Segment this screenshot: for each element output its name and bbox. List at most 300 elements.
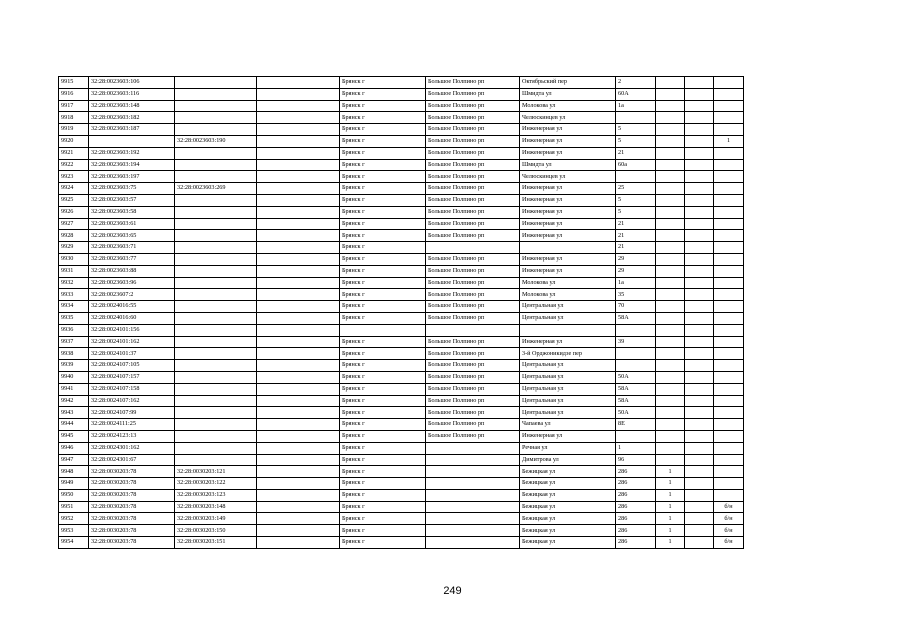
- cell-cadastral-number: 32:28:0024107:99: [89, 407, 175, 419]
- cell-empty-column: [257, 88, 340, 100]
- cell-room: [714, 466, 744, 478]
- cell-row-number: 9929: [59, 242, 89, 254]
- cell-row-number: 9947: [59, 454, 89, 466]
- cell-cadastral-sub-number: 32:28:0023603:190: [175, 135, 257, 147]
- cell-district: Большое Полпино рп: [426, 194, 520, 206]
- cell-cadastral-number: 32:28:0024107:162: [89, 395, 175, 407]
- cell-cadastral-sub-number: [175, 124, 257, 136]
- cell-apartment: [685, 277, 714, 289]
- cell-building: [656, 419, 685, 431]
- cell-empty-column: [257, 501, 340, 513]
- cell-empty-column: [257, 348, 340, 360]
- cell-apartment: [685, 112, 714, 124]
- table-row: [59, 194, 744, 206]
- cell-street: Челюскинцев ул: [520, 112, 616, 124]
- cell-house-number: 58А: [616, 383, 656, 395]
- cell-empty-column: [257, 419, 340, 431]
- cell-empty-column: [257, 407, 340, 419]
- cell-row-number: 9937: [59, 336, 89, 348]
- cell-city: Брянск г: [340, 312, 426, 324]
- cell-apartment: [685, 218, 714, 230]
- cell-street: Челюскинцев ул: [520, 171, 616, 183]
- cell-cadastral-number: 32:28:0030203:78: [89, 537, 175, 549]
- cell-empty-column: [257, 513, 340, 525]
- cell-street: Инженерная ул: [520, 135, 616, 147]
- cell-building: [656, 442, 685, 454]
- cell-apartment: [685, 371, 714, 383]
- cell-house-number: 5: [616, 135, 656, 147]
- cell-room: [714, 454, 744, 466]
- cell-cadastral-sub-number: 32:28:0030203:148: [175, 501, 257, 513]
- cell-building: [656, 454, 685, 466]
- cell-city: Брянск г: [340, 525, 426, 537]
- cell-district: [426, 501, 520, 513]
- cell-apartment: [685, 124, 714, 136]
- cell-district: [426, 466, 520, 478]
- cell-building: [656, 206, 685, 218]
- cell-cadastral-number: 32:28:0024107:105: [89, 360, 175, 372]
- cell-city: Брянск г: [340, 442, 426, 454]
- cell-empty-column: [257, 206, 340, 218]
- cell-room: 1: [714, 135, 744, 147]
- cell-cadastral-sub-number: [175, 383, 257, 395]
- cell-street: Инженерная ул: [520, 218, 616, 230]
- table-row: [59, 135, 744, 147]
- cell-street: Октябрьский пер: [520, 77, 616, 89]
- cell-city: Брянск г: [340, 277, 426, 289]
- cell-district: Большое Полпино рп: [426, 360, 520, 372]
- table-row: [59, 253, 744, 265]
- cell-empty-column: [257, 395, 340, 407]
- cell-cadastral-sub-number: [175, 336, 257, 348]
- cell-street: Бежицкая ул: [520, 489, 616, 501]
- cell-building: [656, 277, 685, 289]
- cell-room: [714, 77, 744, 89]
- cell-row-number: 9932: [59, 277, 89, 289]
- cell-city: Брянск г: [340, 159, 426, 171]
- cell-building: [656, 218, 685, 230]
- cell-empty-column: [257, 466, 340, 478]
- cell-cadastral-sub-number: [175, 277, 257, 289]
- cell-row-number: 9942: [59, 395, 89, 407]
- cell-empty-column: [257, 171, 340, 183]
- cell-apartment: [685, 135, 714, 147]
- cell-cadastral-number: 32:28:0024123:13: [89, 430, 175, 442]
- cell-empty-column: [257, 277, 340, 289]
- cell-city: Брянск г: [340, 301, 426, 313]
- cell-house-number: 70: [616, 301, 656, 313]
- cell-cadastral-sub-number: [175, 312, 257, 324]
- cell-city: Брянск г: [340, 501, 426, 513]
- cell-building: [656, 301, 685, 313]
- cell-cadastral-sub-number: [175, 371, 257, 383]
- cell-apartment: [685, 77, 714, 89]
- cell-empty-column: [257, 265, 340, 277]
- cell-house-number: 286: [616, 525, 656, 537]
- cell-district: [426, 489, 520, 501]
- cell-room: б/н: [714, 513, 744, 525]
- cell-house-number: 21: [616, 230, 656, 242]
- cell-room: [714, 395, 744, 407]
- cell-building: [656, 324, 685, 336]
- cell-street: Инженерная ул: [520, 265, 616, 277]
- cell-apartment: [685, 289, 714, 301]
- cell-city: Брянск г: [340, 135, 426, 147]
- cell-row-number: 9952: [59, 513, 89, 525]
- cell-room: [714, 218, 744, 230]
- cell-row-number: 9946: [59, 442, 89, 454]
- cell-empty-column: [257, 383, 340, 395]
- cell-building: [656, 88, 685, 100]
- cell-row-number: 9936: [59, 324, 89, 336]
- cell-cadastral-number: 32:28:0024016:60: [89, 312, 175, 324]
- cell-street: Инженерная ул: [520, 253, 616, 265]
- cell-cadastral-sub-number: [175, 77, 257, 89]
- cell-room: [714, 442, 744, 454]
- cell-room: [714, 489, 744, 501]
- cell-street: Шмидта ул: [520, 88, 616, 100]
- cell-house-number: [616, 112, 656, 124]
- cell-house-number: 2: [616, 77, 656, 89]
- cell-district: [426, 324, 520, 336]
- cell-room: [714, 348, 744, 360]
- table-row: [59, 407, 744, 419]
- cell-building: 1: [656, 489, 685, 501]
- cell-empty-column: [257, 194, 340, 206]
- cell-room: б/н: [714, 525, 744, 537]
- cell-district: [426, 525, 520, 537]
- cell-house-number: 96: [616, 454, 656, 466]
- cell-house-number: 286: [616, 513, 656, 525]
- table-row: [59, 218, 744, 230]
- cell-street: Инженерная ул: [520, 183, 616, 195]
- cell-street: Димитрова ул: [520, 454, 616, 466]
- cell-city: Брянск г: [340, 407, 426, 419]
- cell-row-number: 9931: [59, 265, 89, 277]
- table-row: [59, 348, 744, 360]
- cell-building: 1: [656, 501, 685, 513]
- cell-cadastral-number: 32:28:0023603:57: [89, 194, 175, 206]
- table-row: [59, 430, 744, 442]
- cell-apartment: [685, 301, 714, 313]
- cell-row-number: 9922: [59, 159, 89, 171]
- cell-district: [426, 242, 520, 254]
- cell-district: Большое Полпино рп: [426, 147, 520, 159]
- cell-cadastral-sub-number: [175, 147, 257, 159]
- cell-empty-column: [257, 371, 340, 383]
- cell-city: Брянск г: [340, 77, 426, 89]
- cell-cadastral-number: 32:28:0023603:194: [89, 159, 175, 171]
- cell-street: Центральная ул: [520, 383, 616, 395]
- cell-cadastral-number: 32:28:0023607:2: [89, 289, 175, 301]
- cell-cadastral-sub-number: [175, 348, 257, 360]
- cell-district: Большое Полпино рп: [426, 135, 520, 147]
- cell-cadastral-sub-number: [175, 206, 257, 218]
- cell-district: Большое Полпино рп: [426, 88, 520, 100]
- cell-cadastral-sub-number: [175, 419, 257, 431]
- cell-cadastral-sub-number: [175, 301, 257, 313]
- cell-apartment: [685, 525, 714, 537]
- cell-cadastral-number: 32:28:0024107:157: [89, 371, 175, 383]
- cell-district: [426, 537, 520, 549]
- cell-building: [656, 171, 685, 183]
- cell-room: [714, 324, 744, 336]
- table-row: [59, 454, 744, 466]
- table-row: [59, 100, 744, 112]
- cell-row-number: 9949: [59, 478, 89, 490]
- cell-street: Центральная ул: [520, 301, 616, 313]
- cell-row-number: 9939: [59, 360, 89, 372]
- cell-district: [426, 513, 520, 525]
- cell-cadastral-number: 32:28:0024301:162: [89, 442, 175, 454]
- table-row: [59, 513, 744, 525]
- cell-cadastral-number: 32:28:0024101:156: [89, 324, 175, 336]
- cell-apartment: [685, 348, 714, 360]
- cell-house-number: 58А: [616, 395, 656, 407]
- cell-cadastral-sub-number: [175, 242, 257, 254]
- registry-table: [58, 76, 744, 549]
- cell-city: Брянск г: [340, 383, 426, 395]
- cell-building: [656, 407, 685, 419]
- cell-row-number: 9954: [59, 537, 89, 549]
- cell-building: 1: [656, 466, 685, 478]
- cell-empty-column: [257, 289, 340, 301]
- cell-cadastral-sub-number: [175, 159, 257, 171]
- cell-city: Брянск г: [340, 88, 426, 100]
- cell-empty-column: [257, 124, 340, 136]
- cell-house-number: 5: [616, 194, 656, 206]
- cell-district: Большое Полпино рп: [426, 395, 520, 407]
- cell-cadastral-number: [89, 135, 175, 147]
- cell-row-number: 9940: [59, 371, 89, 383]
- cell-district: Большое Полпино рп: [426, 124, 520, 136]
- table-row: [59, 360, 744, 372]
- cell-building: 1: [656, 513, 685, 525]
- cell-apartment: [685, 100, 714, 112]
- cell-house-number: 25: [616, 183, 656, 195]
- cell-row-number: 9919: [59, 124, 89, 136]
- cell-apartment: [685, 489, 714, 501]
- cell-empty-column: [257, 135, 340, 147]
- cell-house-number: 1а: [616, 100, 656, 112]
- cell-house-number: [616, 171, 656, 183]
- cell-apartment: [685, 478, 714, 490]
- cell-row-number: 9953: [59, 525, 89, 537]
- cell-city: Брянск г: [340, 171, 426, 183]
- cell-district: Большое Полпино рп: [426, 171, 520, 183]
- cell-city: Брянск г: [340, 289, 426, 301]
- cell-empty-column: [257, 77, 340, 89]
- cell-cadastral-sub-number: [175, 324, 257, 336]
- cell-building: [656, 253, 685, 265]
- cell-row-number: 9920: [59, 135, 89, 147]
- cell-district: Большое Полпино рп: [426, 253, 520, 265]
- cell-district: Большое Полпино рп: [426, 100, 520, 112]
- cell-cadastral-number: 32:28:0023603:182: [89, 112, 175, 124]
- cell-city: Брянск г: [340, 419, 426, 431]
- table-row: [59, 265, 744, 277]
- cell-house-number: 29: [616, 265, 656, 277]
- cell-row-number: 9948: [59, 466, 89, 478]
- cell-row-number: 9944: [59, 419, 89, 431]
- cell-street: Инженерная ул: [520, 230, 616, 242]
- table-row: [59, 301, 744, 313]
- cell-cadastral-sub-number: [175, 454, 257, 466]
- cell-cadastral-number: 32:28:0023603:71: [89, 242, 175, 254]
- cell-district: Большое Полпино рп: [426, 77, 520, 89]
- cell-room: [714, 360, 744, 372]
- cell-empty-column: [257, 489, 340, 501]
- cell-building: [656, 360, 685, 372]
- cell-city: Брянск г: [340, 100, 426, 112]
- cell-apartment: [685, 183, 714, 195]
- cell-house-number: 5: [616, 124, 656, 136]
- cell-row-number: 9943: [59, 407, 89, 419]
- cell-apartment: [685, 395, 714, 407]
- cell-building: [656, 312, 685, 324]
- cell-house-number: 50А: [616, 371, 656, 383]
- cell-cadastral-sub-number: [175, 230, 257, 242]
- cell-district: Большое Полпино рп: [426, 112, 520, 124]
- cell-cadastral-sub-number: 32:28:0030203:149: [175, 513, 257, 525]
- cell-cadastral-sub-number: 32:28:0030203:122: [175, 478, 257, 490]
- cell-cadastral-number: 32:28:0023603:88: [89, 265, 175, 277]
- cell-cadastral-number: 32:28:0023603:96: [89, 277, 175, 289]
- cell-row-number: 9915: [59, 77, 89, 89]
- cell-apartment: [685, 171, 714, 183]
- cell-empty-column: [257, 100, 340, 112]
- cell-apartment: [685, 407, 714, 419]
- cell-building: [656, 336, 685, 348]
- table-row: [59, 395, 744, 407]
- cell-district: Большое Полпино рп: [426, 371, 520, 383]
- cell-empty-column: [257, 336, 340, 348]
- cell-room: [714, 277, 744, 289]
- cell-house-number: 60а: [616, 159, 656, 171]
- cell-building: [656, 100, 685, 112]
- table-row: [59, 206, 744, 218]
- cell-city: Брянск г: [340, 466, 426, 478]
- cell-street: Молокова ул: [520, 277, 616, 289]
- table-row: [59, 77, 744, 89]
- cell-house-number: 286: [616, 478, 656, 490]
- cell-street: Центральная ул: [520, 312, 616, 324]
- cell-row-number: 9923: [59, 171, 89, 183]
- cell-building: [656, 395, 685, 407]
- cell-room: [714, 407, 744, 419]
- cell-cadastral-sub-number: [175, 194, 257, 206]
- table-row: [59, 419, 744, 431]
- cell-district: Большое Полпино рп: [426, 383, 520, 395]
- cell-apartment: [685, 312, 714, 324]
- cell-house-number: 21: [616, 147, 656, 159]
- cell-street: Инженерная ул: [520, 124, 616, 136]
- cell-cadastral-number: 32:28:0023603:116: [89, 88, 175, 100]
- cell-apartment: [685, 383, 714, 395]
- cell-district: Большое Полпино рп: [426, 159, 520, 171]
- cell-cadastral-number: 32:28:0030203:78: [89, 478, 175, 490]
- cell-city: Брянск г: [340, 513, 426, 525]
- cell-apartment: [685, 242, 714, 254]
- cell-house-number: 1: [616, 442, 656, 454]
- cell-city: Брянск г: [340, 147, 426, 159]
- cell-cadastral-sub-number: [175, 360, 257, 372]
- cell-empty-column: [257, 525, 340, 537]
- cell-room: б/н: [714, 537, 744, 549]
- table-row: [59, 324, 744, 336]
- cell-house-number: 8Е: [616, 419, 656, 431]
- cell-street: Речная ул: [520, 442, 616, 454]
- cell-city: Брянск г: [340, 218, 426, 230]
- cell-empty-column: [257, 183, 340, 195]
- cell-row-number: 9934: [59, 301, 89, 313]
- cell-district: Большое Полпино рп: [426, 206, 520, 218]
- cell-cadastral-number: 32:28:0023603:77: [89, 253, 175, 265]
- table-row: [59, 147, 744, 159]
- cell-apartment: [685, 336, 714, 348]
- cell-cadastral-sub-number: [175, 253, 257, 265]
- cell-street: Бежицкая ул: [520, 501, 616, 513]
- cell-cadastral-sub-number: 32:28:0030203:121: [175, 466, 257, 478]
- cell-room: [714, 242, 744, 254]
- cell-street: Чапаева ул: [520, 419, 616, 431]
- cell-building: [656, 383, 685, 395]
- cell-cadastral-sub-number: [175, 265, 257, 277]
- table-row: [59, 371, 744, 383]
- table-row: [59, 501, 744, 513]
- cell-house-number: 35: [616, 289, 656, 301]
- cell-house-number: 21: [616, 218, 656, 230]
- cell-district: Большое Полпино рп: [426, 277, 520, 289]
- cell-street: Инженерная ул: [520, 147, 616, 159]
- cell-row-number: 9924: [59, 183, 89, 195]
- cell-row-number: 9917: [59, 100, 89, 112]
- table-row: [59, 525, 744, 537]
- cell-cadastral-number: 32:28:0023603:75: [89, 183, 175, 195]
- cell-city: Брянск г: [340, 454, 426, 466]
- cell-city: Брянск г: [340, 478, 426, 490]
- table-row: [59, 171, 744, 183]
- cell-cadastral-sub-number: 32:28:0030203:150: [175, 525, 257, 537]
- cell-cadastral-number: 32:28:0030203:78: [89, 501, 175, 513]
- cell-empty-column: [257, 301, 340, 313]
- table-row: [59, 124, 744, 136]
- cell-city: Брянск г: [340, 395, 426, 407]
- cell-city: Брянск г: [340, 124, 426, 136]
- cell-empty-column: [257, 112, 340, 124]
- cell-house-number: 5: [616, 206, 656, 218]
- cell-street: Центральная ул: [520, 395, 616, 407]
- cell-room: [714, 430, 744, 442]
- cell-empty-column: [257, 430, 340, 442]
- cell-apartment: [685, 360, 714, 372]
- cell-building: [656, 348, 685, 360]
- cell-empty-column: [257, 253, 340, 265]
- cell-empty-column: [257, 218, 340, 230]
- cell-street: Бежицкая ул: [520, 537, 616, 549]
- cell-house-number: 50А: [616, 407, 656, 419]
- cell-building: [656, 183, 685, 195]
- table-row: [59, 277, 744, 289]
- table-row: [59, 159, 744, 171]
- cell-room: [714, 100, 744, 112]
- cell-city: Брянск г: [340, 336, 426, 348]
- cell-street: Инженерная ул: [520, 194, 616, 206]
- cell-apartment: [685, 513, 714, 525]
- cell-house-number: 286: [616, 489, 656, 501]
- cell-district: Большое Полпино рп: [426, 289, 520, 301]
- cell-room: [714, 206, 744, 218]
